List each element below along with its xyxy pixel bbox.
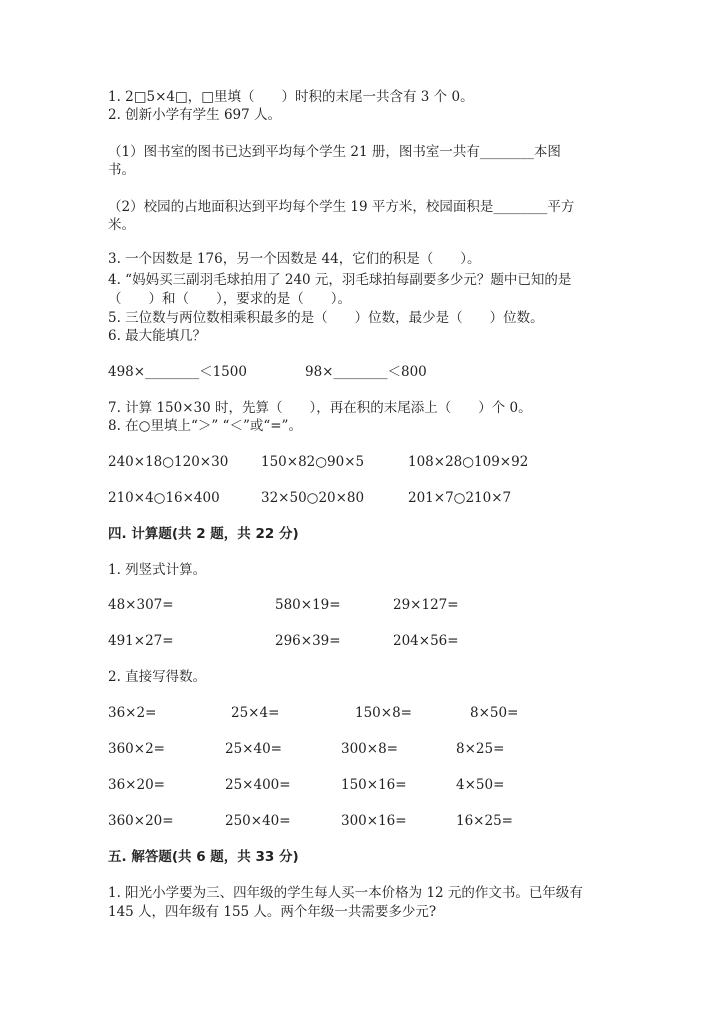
question-2: 2. 创新小学有学生 697 人。: [108, 107, 282, 123]
word-problem-1: 1. 阳光小学要为三、四年级的学生每人买一本价格为 12 元的作文书。已年级有: [108, 885, 583, 901]
question-3: 3. 一个因数是 176，另一个因数是 44，它们的积是（ ）。: [108, 251, 481, 267]
mental-calc-item: 25×4=: [231, 705, 280, 721]
mental-calc-item: 8×50=: [470, 705, 519, 721]
question-4: 4. “妈妈买三副羽毛球拍用了 240 元，羽毛球拍每副要多少元？题中已知的是: [108, 272, 572, 288]
calc-question-1: 1. 列竖式计算。: [108, 562, 207, 578]
mental-calc-item: 36×2=: [108, 705, 157, 721]
mental-calc-item: 150×8=: [355, 705, 412, 721]
compare-item: 32×50○20×80: [261, 490, 365, 506]
question-7: 7. 计算 150×30 时，先算（ ），再在积的末尾添上（ ）个 0。: [108, 400, 532, 416]
mental-calc-item: 360×20=: [108, 813, 174, 829]
question-5: 5. 三位数与两位数相乘积最多的是（ ）位数，最少是（ ）位数。: [108, 310, 544, 326]
mental-calc-item: 16×25=: [456, 813, 513, 829]
question-2-part-1: （1）图书室的图书已达到平均每个学生 21 册，图书室一共有________本图: [108, 144, 561, 160]
mental-calc-item: 8×25=: [456, 741, 505, 757]
calc-question-2: 2. 直接写得数。: [108, 669, 207, 685]
question-1: 1. 2□5×4□，□里填（ ）时积的末尾一共含有 3 个 0。: [108, 89, 474, 105]
mental-calc-item: 36×20=: [108, 777, 165, 793]
question-2-part-1-cont: 书。: [108, 162, 135, 178]
question-8: 8. 在○里填上“＞” “＜”或“=”。: [108, 418, 302, 434]
compare-item: 201×7○210×7: [408, 490, 512, 506]
vertical-calc-item: 204×56=: [393, 633, 459, 649]
vertical-calc-item: 296×39=: [275, 633, 341, 649]
question-6: 6. 最大能填几？: [108, 328, 207, 344]
vertical-calc-item: 48×307=: [108, 597, 174, 613]
question-2-part-2-cont: 米。: [108, 217, 135, 233]
mental-calc-item: 4×50=: [456, 777, 505, 793]
vertical-calc-item: 491×27=: [108, 633, 174, 649]
compare-item: 210×4○16×400: [108, 490, 220, 506]
question-2-part-2: （2）校园的占地面积达到平均每个学生 19 平方米，校园面积是________平方: [108, 199, 575, 215]
compare-item: 240×18○120×30: [108, 454, 229, 470]
mental-calc-item: 25×400=: [225, 777, 291, 793]
compare-item: 108×28○109×92: [408, 454, 529, 470]
word-problem-1-cont: 145 人，四年级有 155 人。两个年级一共需要多少元?: [108, 904, 437, 920]
mental-calc-item: 250×40=: [225, 813, 291, 829]
section-4-title: 四. 计算题(共 2 题，共 22 分): [108, 526, 299, 542]
compare-item: 150×82○90×5: [261, 454, 365, 470]
mental-calc-item: 300×8=: [341, 741, 398, 757]
question-4-cont: （ ）和（ ），要求的是（ ）。: [108, 291, 351, 307]
section-5-title: 五. 解答题(共 6 题，共 33 分): [108, 849, 299, 865]
question-6-item-b: 98×________＜800: [305, 364, 427, 380]
mental-calc-item: 360×2=: [108, 741, 165, 757]
vertical-calc-item: 29×127=: [393, 597, 459, 613]
vertical-calc-item: 580×19=: [275, 597, 341, 613]
mental-calc-item: 150×16=: [341, 777, 407, 793]
mental-calc-item: 25×40=: [225, 741, 282, 757]
mental-calc-item: 300×16=: [341, 813, 407, 829]
question-6-item-a: 498×________＜1500: [108, 364, 247, 380]
